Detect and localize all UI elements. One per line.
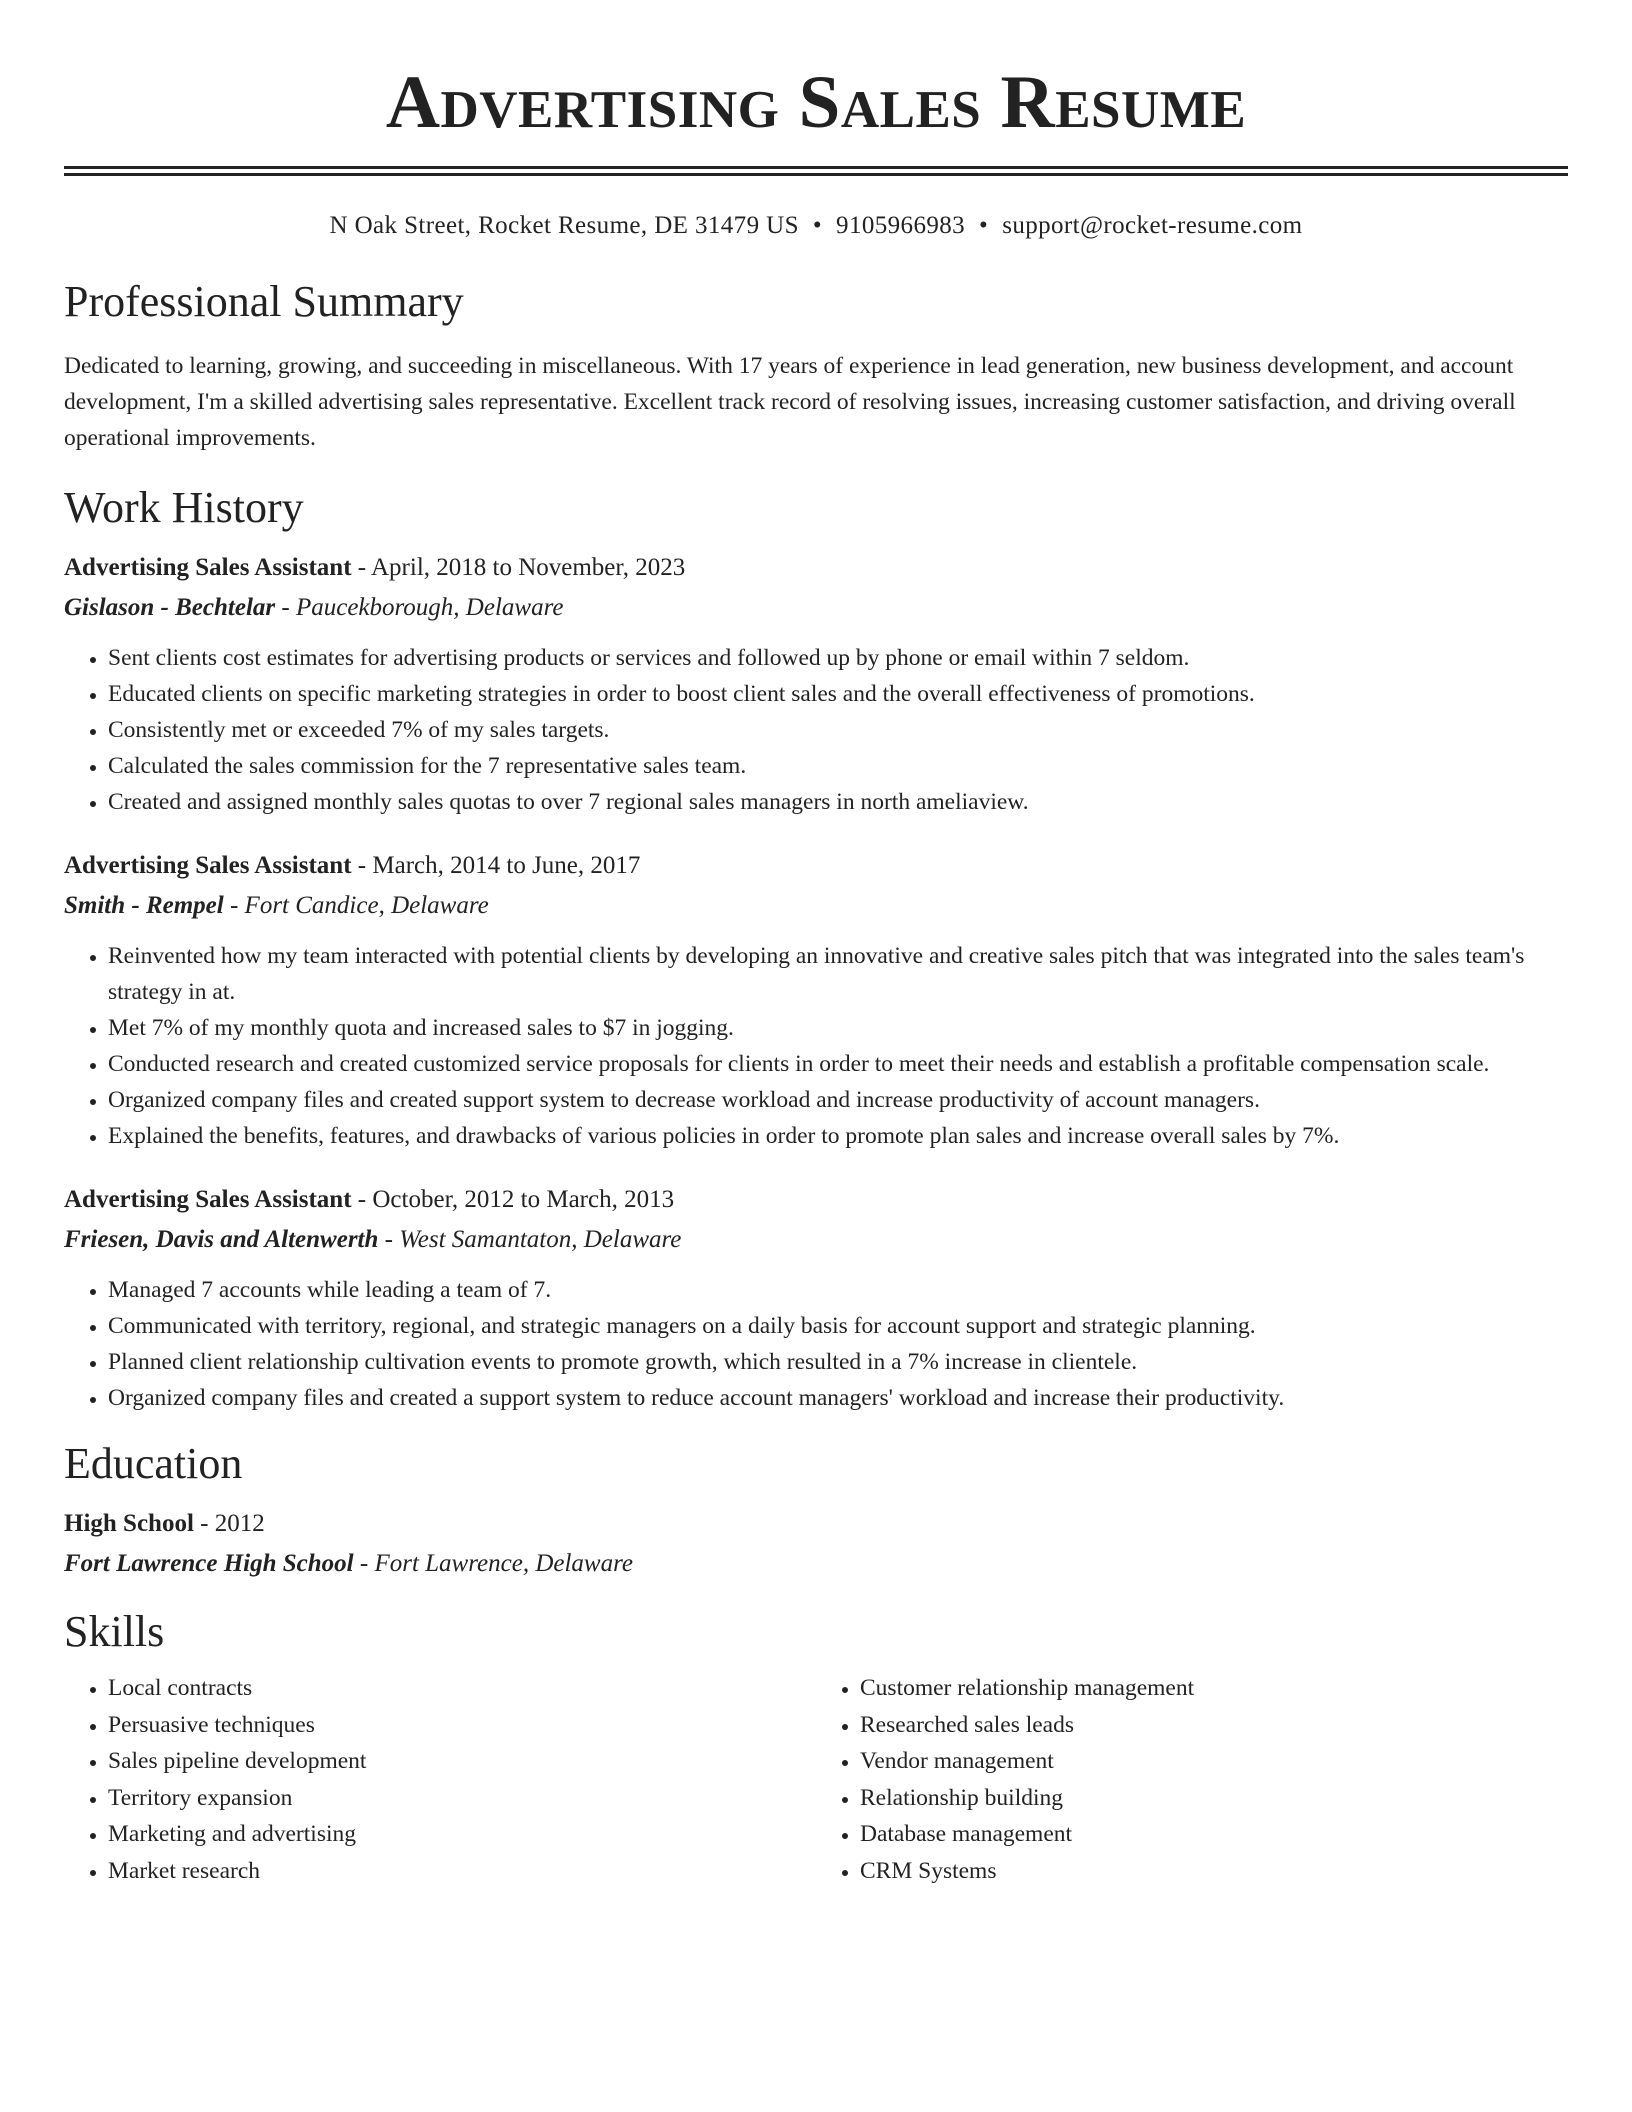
education-degree-line [64, 1504, 1568, 1544]
job-title-line [64, 548, 1568, 588]
skill-item: • CRM Systems [860, 1853, 1568, 1890]
job-bullet: • Planned client relationship cultivation events to promote growth, which resulted in a 7% increase in clientele. [108, 1344, 1568, 1380]
job-title-line [64, 1180, 1568, 1220]
job-bullet: • Explained the benefits, features, and drawbacks of various policies in order to promote plan sales and increase overall sales by 7%. [108, 1118, 1568, 1154]
job-employer-line [64, 588, 1568, 628]
education-location: - Fort Lawrence, Delaware [353, 1550, 633, 1577]
job-title: Advertising Sales Assistant [64, 1186, 352, 1213]
skills-column-left [64, 1670, 816, 1889]
job-bullet: • Created and assigned monthly sales quotas to over 7 regional sales managers in north ameliaview. [108, 784, 1568, 820]
job-employer-line [64, 1220, 1568, 1260]
skill-item: • Marketing and advertising [108, 1816, 816, 1853]
job-location: - West Samantaton, Delaware [378, 1226, 682, 1253]
job-bullet: • Communicated with territory, regional, and strategic managers on a daily basis for account support and strategic planning. [108, 1308, 1568, 1344]
skill-item: • Local contracts [108, 1670, 816, 1707]
resume-title: Advertising Sales Resume [385, 61, 1247, 144]
job-entry [64, 846, 1568, 1154]
contact-email: support@rocket-resume.com [1002, 212, 1303, 239]
skill-item: • Territory expansion [108, 1780, 816, 1817]
contact-separator: • [812, 212, 823, 239]
job-bullet: • Educated clients on specific marketing strategies in order to boost client sales and the overall effectiveness of promotions. [108, 676, 1568, 712]
job-entry [64, 1180, 1568, 1416]
job-title: Advertising Sales Assistant [64, 852, 352, 879]
job-title: Advertising Sales Assistant [64, 554, 352, 581]
job-bullet: • Sent clients cost estimates for advertising products or services and followed up by phone or email within 7 seldom. [108, 640, 1568, 676]
work-history-heading: Work History [64, 483, 304, 532]
job-dates: - March, 2014 to June, 2017 [351, 852, 641, 879]
job-dates: - October, 2012 to March, 2013 [351, 1186, 675, 1213]
skills-list [64, 1670, 1568, 1889]
job-bullets [64, 640, 1568, 820]
skill-item: • Market research [108, 1853, 816, 1890]
skill-item: • Vendor management [860, 1743, 1568, 1780]
job-bullet: • Organized company files and created support system to decrease workload and increase productivity of account managers. [108, 1082, 1568, 1118]
education-school: Fort Lawrence High School [64, 1550, 354, 1577]
education-entry [64, 1504, 1568, 1584]
job-company: Friesen, Davis and Altenwerth [64, 1226, 379, 1253]
skill-item: • Researched sales leads [860, 1707, 1568, 1744]
summary-text: Dedicated to learning, growing, and succeeding in miscellaneous. With 17 years of experience in lead generation, new business development, and account development, I'm a skilled advertising sales representative. Excellent track record of resolving issues, increasing customer satisfaction, and driving overall operational improvements. [64, 353, 1516, 451]
contact-address: N Oak Street, Rocket Resume, DE 31479 US [329, 212, 799, 239]
job-location: - Fort Candice, Delaware [223, 892, 489, 919]
job-bullet: • Conducted research and created customized service proposals for clients in order to meet their needs and establish a profitable compensation scale. [108, 1046, 1568, 1082]
job-location: - Paucekborough, Delaware [275, 594, 564, 621]
skills-column-right [816, 1670, 1568, 1889]
contact-separator: • [979, 212, 989, 239]
skill-item: • Relationship building [860, 1780, 1568, 1817]
education-heading: Education [64, 1439, 243, 1488]
contact-line [64, 210, 1568, 242]
job-bullet: • Consistently met or exceeded 7% of my sales targets. [108, 712, 1568, 748]
job-entry [64, 548, 1568, 820]
job-company: Gislason - Bechtelar [64, 594, 276, 621]
education-school-line [64, 1544, 1568, 1584]
contact-phone: 9105966983 [836, 212, 966, 239]
education-degree: High School [64, 1510, 194, 1537]
skill-item: • Customer relationship management [860, 1670, 1568, 1707]
skills-heading: Skills [64, 1607, 165, 1656]
education-year: - 2012 [193, 1510, 265, 1537]
skill-item: • Sales pipeline development [108, 1743, 816, 1780]
job-company: Smith - Rempel [64, 892, 224, 919]
job-dates: - April, 2018 to November, 2023 [351, 554, 686, 581]
job-employer-line [64, 886, 1568, 926]
job-title-line [64, 846, 1568, 886]
job-bullet: • Organized company files and created a support system to reduce account managers' workload and increase their productivity. [108, 1380, 1568, 1416]
title-divider [64, 166, 1568, 176]
job-bullet: • Reinvented how my team interacted with potential clients by developing an innovative and creative sales pitch that was integrated into the sales team's strategy in at. [108, 938, 1568, 1010]
job-bullets [64, 1272, 1568, 1416]
skill-item: • Persuasive techniques [108, 1707, 816, 1744]
job-bullet: • Calculated the sales commission for the 7 representative sales team. [108, 748, 1568, 784]
job-bullets [64, 938, 1568, 1154]
job-bullet: • Managed 7 accounts while leading a team of 7. [108, 1272, 1568, 1308]
summary-heading: Professional Summary [64, 277, 464, 326]
skill-item: • Database management [860, 1816, 1568, 1853]
job-bullet: • Met 7% of my monthly quota and increased sales to $7 in jogging. [108, 1010, 1568, 1046]
